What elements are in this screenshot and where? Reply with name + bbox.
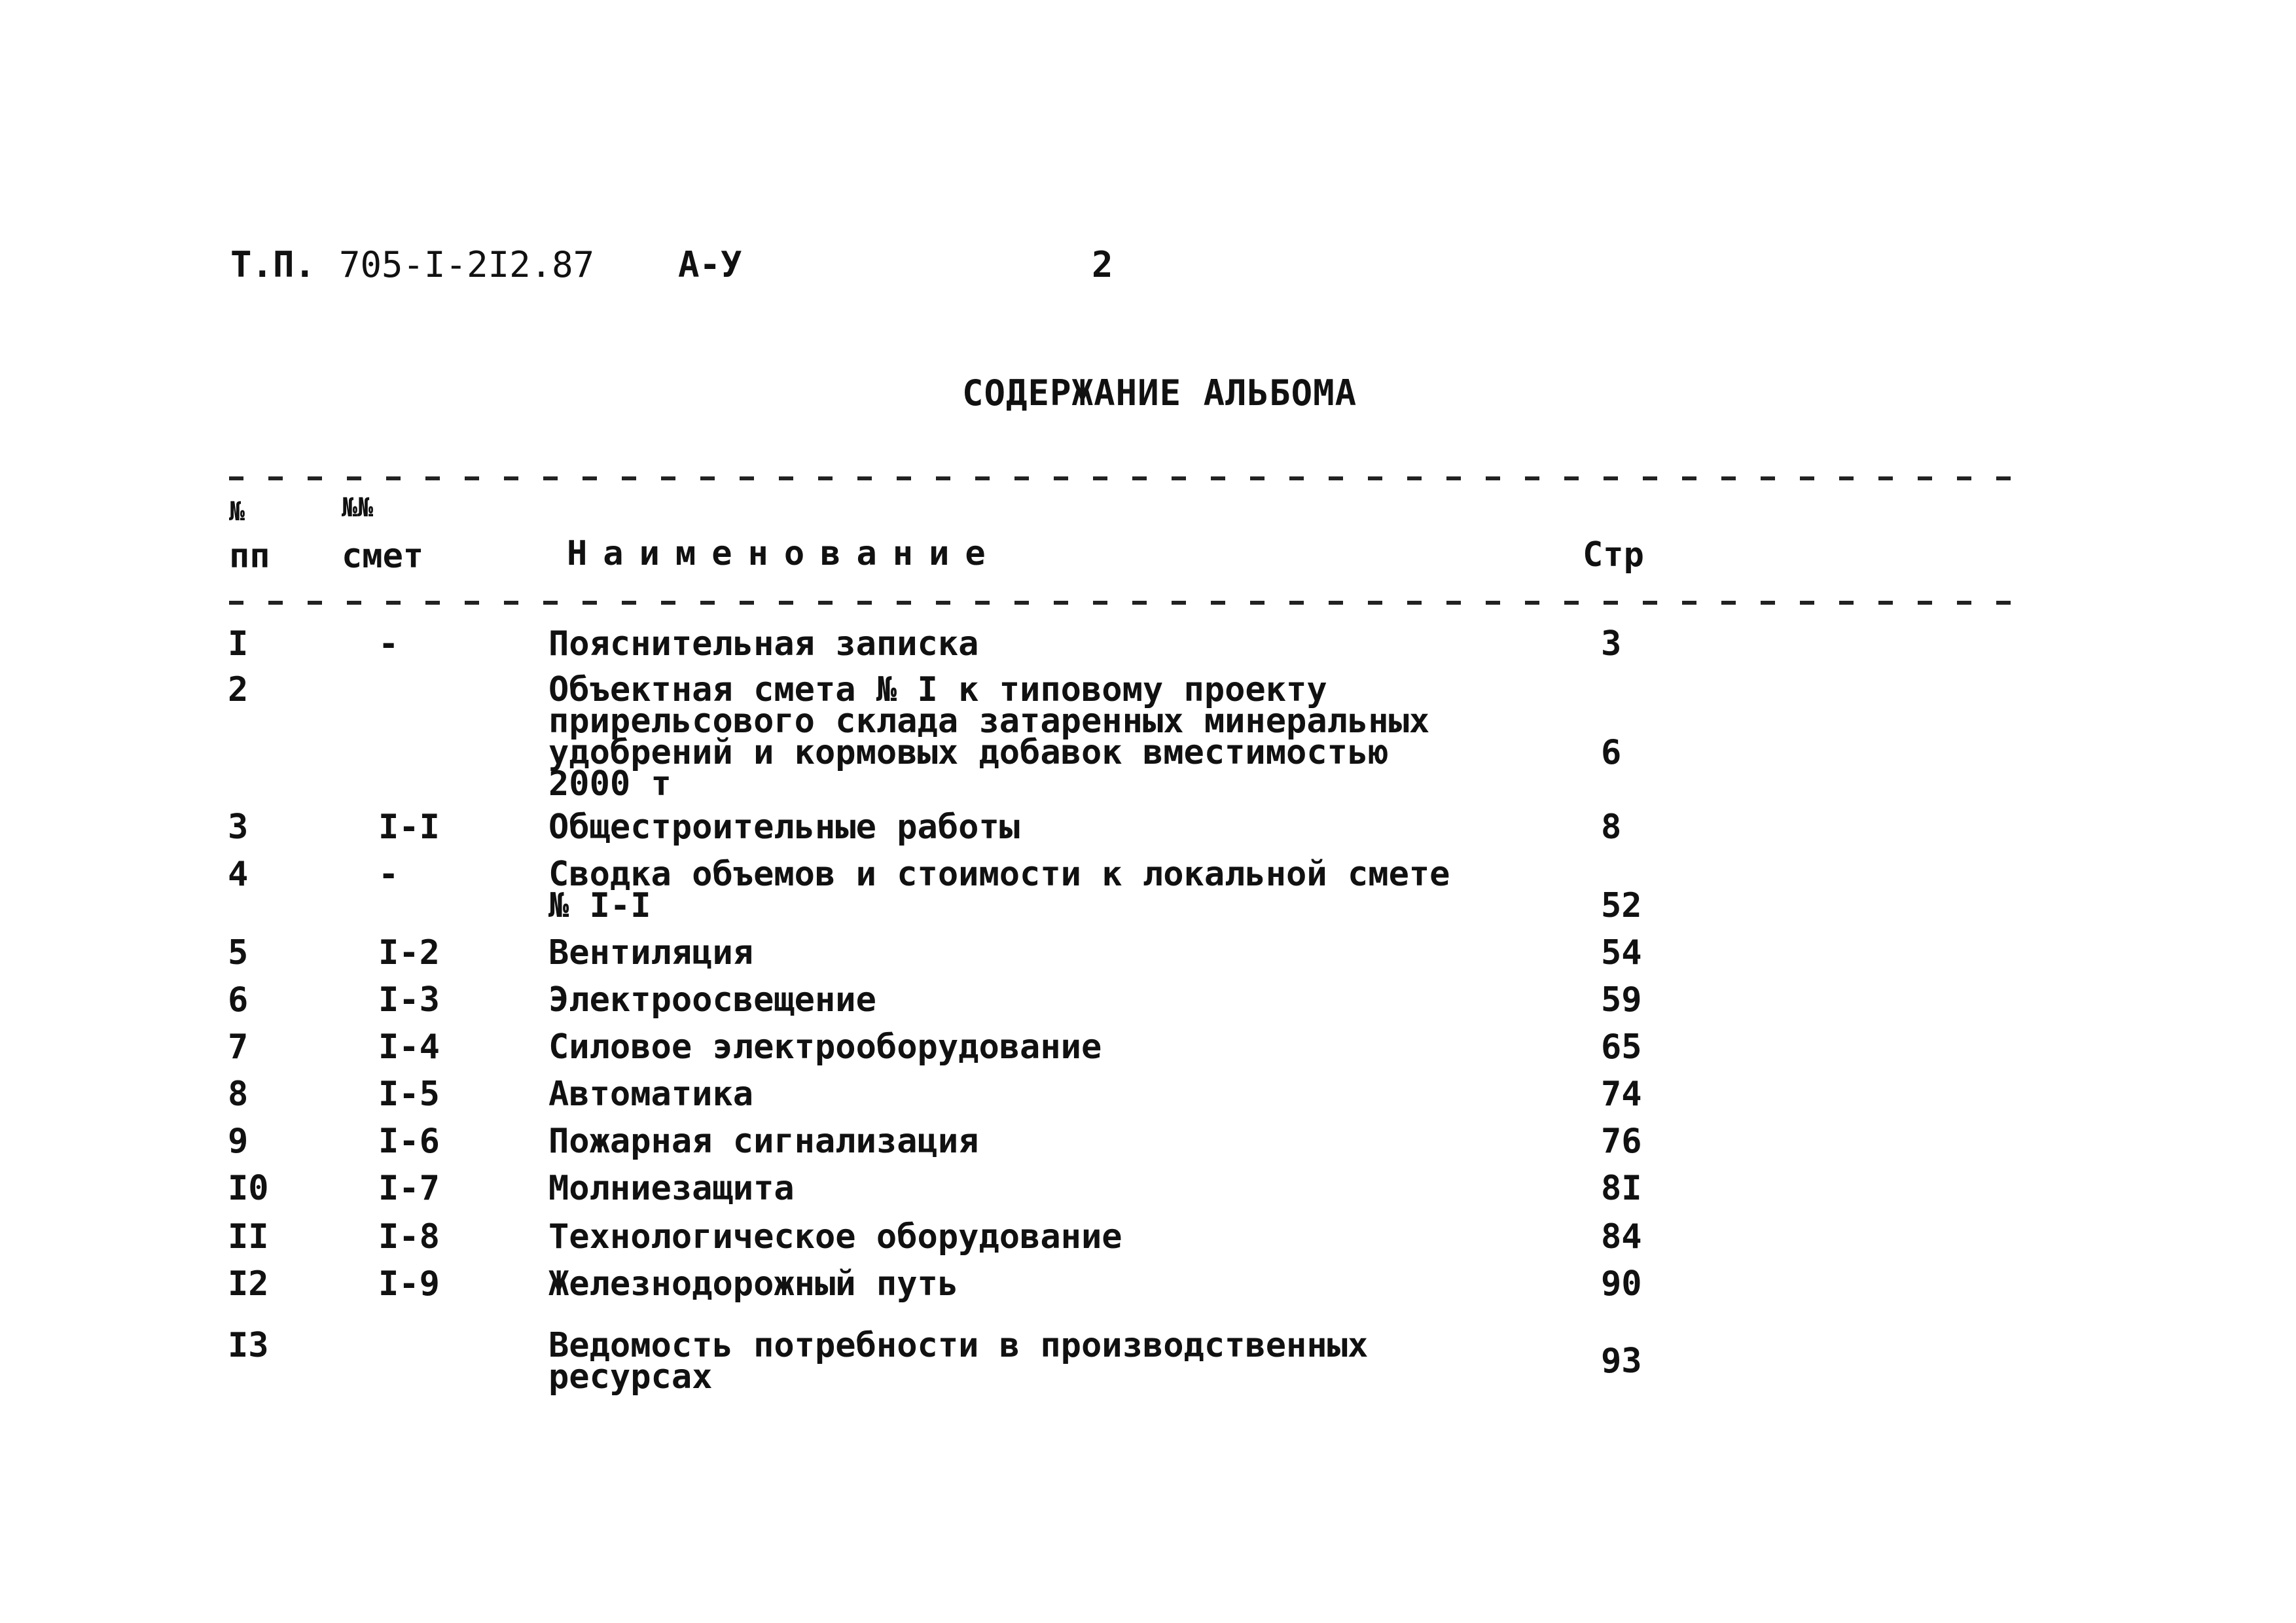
column-name-label: Наименование	[567, 534, 1001, 573]
row-number: 7	[228, 1027, 249, 1067]
row-number: I0	[228, 1169, 269, 1208]
row-estimate: I-8	[378, 1217, 440, 1257]
row-name: Железнодорожный путь	[548, 1264, 959, 1304]
row-page: 93	[1601, 1342, 1642, 1381]
row-page: 65	[1601, 1027, 1642, 1067]
column-page-label: Стр	[1583, 535, 1644, 575]
row-page: 74	[1601, 1075, 1642, 1114]
row-page: 8	[1601, 808, 1622, 847]
doc-code-prefix: Т.П.	[230, 244, 316, 285]
row-estimate: -	[378, 855, 399, 894]
row-name: Технологическое оборудование	[548, 1217, 1122, 1257]
column-number-label: пп	[229, 537, 270, 576]
row-estimate: I-2	[378, 933, 440, 972]
table-header-rule	[229, 601, 2022, 605]
row-page: 8I	[1601, 1169, 1642, 1208]
row-name: Пояснительная записка	[548, 624, 979, 664]
row-estimate: I-5	[378, 1075, 440, 1114]
row-page: 59	[1601, 980, 1642, 1020]
column-estimate-symbol: №№	[342, 493, 374, 523]
row-number: 8	[228, 1075, 249, 1114]
row-number: 5	[228, 933, 249, 972]
column-estimate-label: смет	[342, 537, 424, 576]
row-name: Автоматика	[548, 1075, 754, 1114]
doc-section: А-У	[678, 244, 742, 285]
row-number: 2	[228, 670, 249, 709]
row-name: Электроосвещение	[548, 980, 876, 1020]
row-estimate: -	[378, 624, 399, 664]
row-estimate: I-4	[378, 1027, 440, 1067]
column-number-symbol: №	[229, 497, 245, 527]
row-number: I3	[228, 1326, 269, 1365]
page-title: СОДЕРЖАНИЕ АЛЬБОМА	[962, 372, 1357, 414]
row-name: Силовое электрооборудование	[548, 1027, 1102, 1067]
row-name: Общестроительные работы	[548, 808, 1020, 847]
row-estimate: I-I	[378, 808, 440, 847]
row-estimate: I-7	[378, 1169, 440, 1208]
row-estimate: I-6	[378, 1122, 440, 1161]
row-number: I2	[228, 1264, 269, 1304]
row-page: 52	[1601, 886, 1642, 925]
row-estimate: I-9	[378, 1264, 440, 1304]
row-name: Пожарная сигнализация	[548, 1122, 979, 1161]
row-number: II	[228, 1217, 269, 1257]
row-name: Молниезащита	[548, 1169, 795, 1208]
row-page: 6	[1601, 733, 1622, 772]
row-estimate: I-3	[378, 980, 440, 1020]
table-top-rule	[229, 476, 2022, 480]
row-name: Объектная смета № I к типовому проекту прирельсового склада затаренных минеральных удобрений и кормовых добавок вместимостью 2000 т	[548, 670, 1430, 804]
row-number: 9	[228, 1122, 249, 1161]
row-number: 6	[228, 980, 249, 1020]
row-name: Сводка объемов и стоимости к локальной смете № I-I	[548, 855, 1450, 925]
page-number: 2	[1092, 244, 1113, 285]
row-number: 4	[228, 855, 249, 894]
row-number: I	[228, 624, 249, 664]
row-page: 90	[1601, 1264, 1642, 1304]
row-page: 84	[1601, 1217, 1642, 1257]
row-page: 3	[1601, 624, 1622, 664]
row-name: Ведомость потребности в производственных ресурсах	[548, 1326, 1369, 1397]
row-number: 3	[228, 808, 249, 847]
row-page: 76	[1601, 1122, 1642, 1161]
row-name: Вентиляция	[548, 933, 754, 972]
row-page: 54	[1601, 933, 1642, 972]
doc-code: 705-I-2I2.87	[339, 244, 595, 285]
